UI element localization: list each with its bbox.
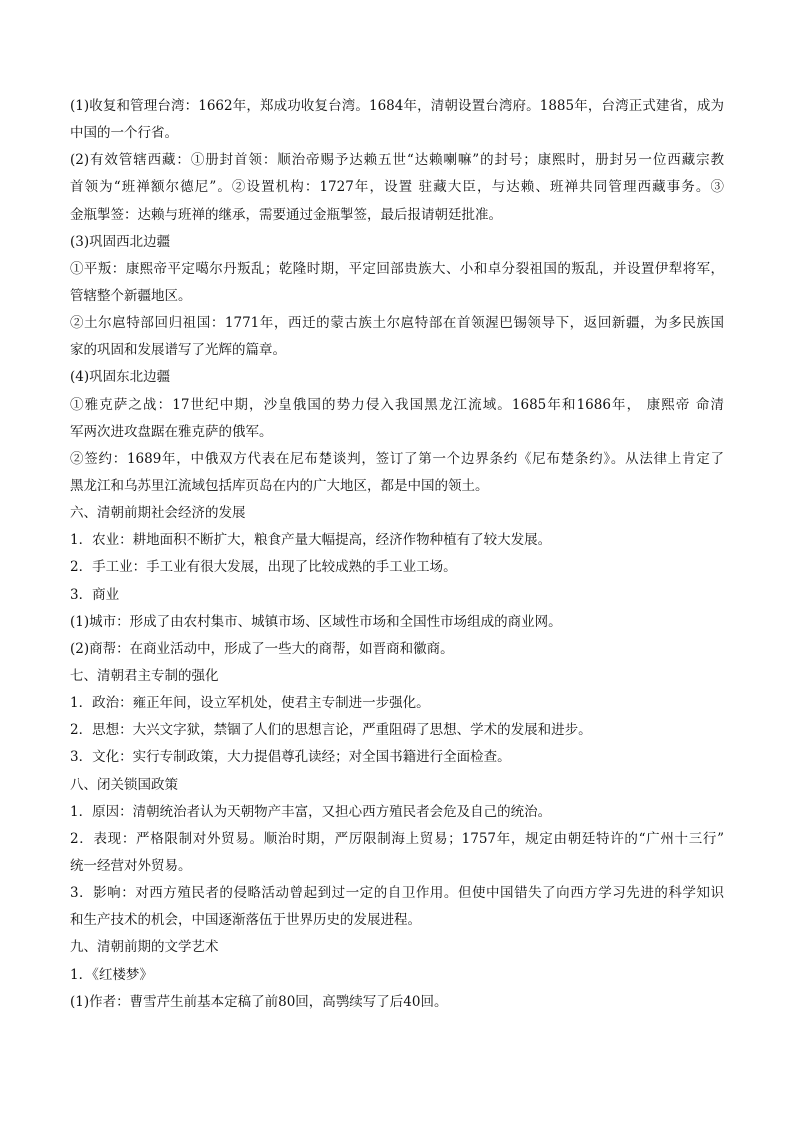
text-line: ①雅克萨之战：17世纪中期，沙皇俄国的势力侵入我国黑龙江流域。1685年和1686年， 康熙帝 命清 [70,396,724,413]
text-line: (4)巩固东北边疆 [70,369,171,386]
text-line: 1．《红楼梦》 [70,966,153,983]
text-line: (1)收复和管理台湾：1662年，郑成功收复台湾。1684年，清朝设置台湾府。1885年，台湾正式建省，成为 [70,98,724,114]
text-line: (1)城市：形成了由农村集市、城镇市场、区域性市场和全国性市场组成的商业网。 [70,613,562,630]
text-line: (2)有效管辖西藏：①册封首领：顺治帝赐予达赖五世“达赖喇嘛”的封号；康熙时，册封另一位西藏宗教 [70,152,724,169]
text-line: 首领为“班禅额尔德尼”。②设置机构：1727年，设置 驻藏大臣，与达赖、班禅共同管理西藏事务。③ [70,179,724,196]
text-line: 2．手工业：手工业有很大发展，出现了比较成熟的手工业工场。 [70,559,457,576]
text-line: ②签约：1689年，中俄双方代表在尼布楚谈判，签订了第一个边界条约《尼布楚条约》。从法律上肯定了 [70,450,724,467]
document-body [70,93,724,1016]
text-line: 2．表现：严格限制对外贸易。顺治时期，严厉限制海上贸易；1757年，规定由朝廷特许的“广州十三行” [70,830,724,847]
text-line: 八、闭关锁国政策 [70,776,178,793]
text-line: 金瓶掣签：达赖与班禅的继承，需要通过金瓶掣签，最后报请朝廷批准。 [70,206,502,223]
text-line: 家的巩固和发展谱写了光辉的篇章。 [70,342,286,359]
text-line: (3)巩固西北边疆 [70,233,171,250]
text-line: 统一经营对外贸易。 [70,857,192,874]
text-line: 1．政治：雍正年间，设立军机处，使君主专制进一步强化。 [70,695,430,712]
text-line: ②土尔扈特部回归祖国：1771年，西迁的蒙古族土尔扈特部在首领渥巴锡领导下，返回新疆，为多民族国 [70,315,724,332]
text-line: 军两次进攻盘踞在雅克萨的俄军。 [70,423,273,440]
text-line: 和生产技术的机会，中国逐渐落伍于世界历史的发展进程。 [70,912,421,929]
text-line: 六、清朝前期社会经济的发展 [70,505,246,522]
text-line: 黑龙江和乌苏里江流域包括库页岛在内的广大地区，都是中国的领土。 [70,477,489,494]
text-line: 2．思想：大兴文字狱，禁锢了人们的思想言论，严重阻碍了思想、学术的发展和进步。 [70,722,592,739]
text-line: (2)商帮：在商业活动中，形成了一些大的商帮，如晋商和徽商。 [70,640,454,657]
text-line: 管辖整个新疆地区。 [70,287,192,304]
text-line: 3．影响：对西方殖民者的侵略活动曾起到过一定的自卫作用。但使中国错失了向西方学习先进的科学知识 [70,885,724,902]
text-line: (1)作者：曹雪芹生前基本定稿了前80回，高鹗续写了后40回。 [70,993,448,1010]
text-line: 3．商业 [70,586,120,603]
text-line: ①平叛：康熙帝平定噶尔丹叛乱；乾隆时期，平定回部贵族大、小和卓分裂祖国的叛乱，并设置伊犁将军， [70,260,724,277]
text-line: 七、清朝君主专制的强化 [70,667,219,684]
text-line: 中国的一个行省。 [70,125,178,142]
text-line: 九、清朝前期的文学艺术 [70,939,219,956]
text-line: 3．文化：实行专制政策，大力提倡尊孔读经；对全国书籍进行全面检查。 [70,749,511,766]
text-line: 1．农业：耕地面积不断扩大，粮食产量大幅提高，经济作物种植有了较大发展。 [70,532,552,549]
text-line: 1．原因：清朝统治者认为天朝物产丰富，又担心西方殖民者会危及自己的统治。 [70,803,552,820]
